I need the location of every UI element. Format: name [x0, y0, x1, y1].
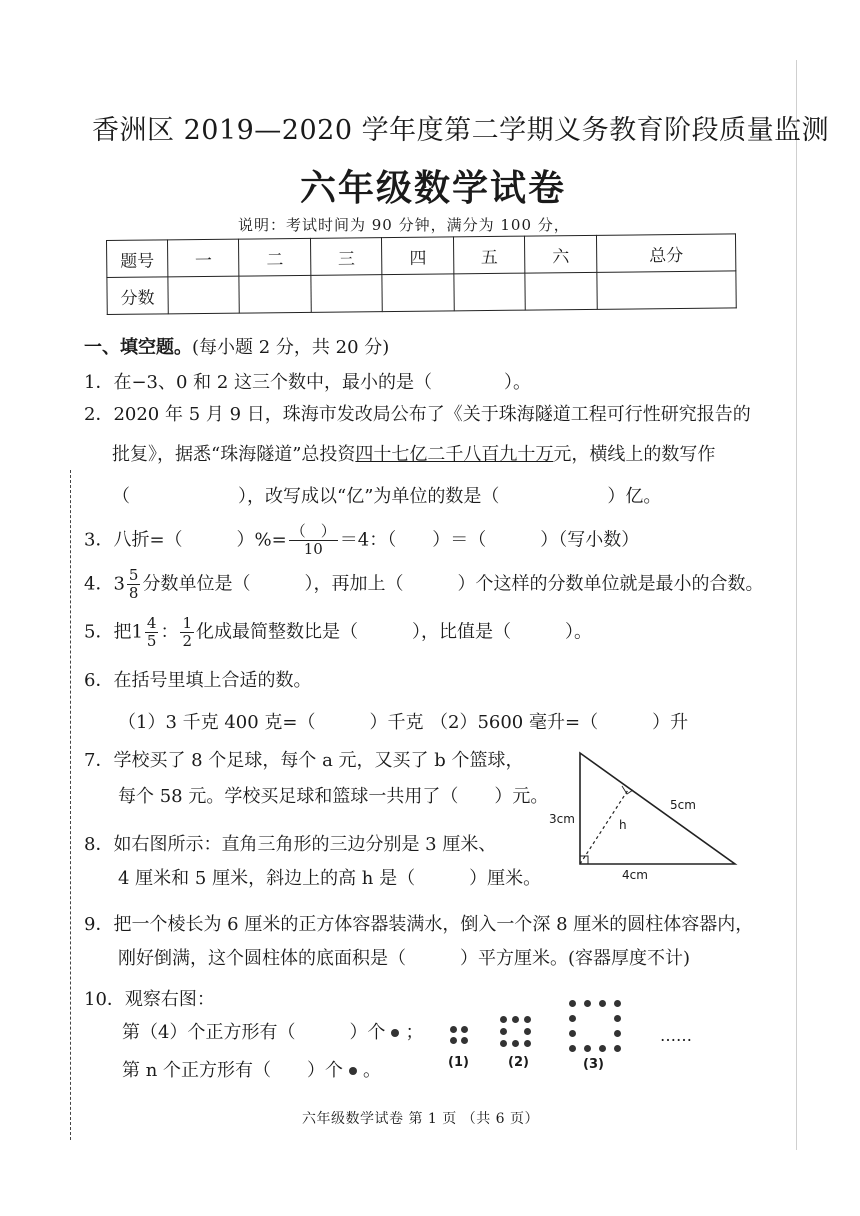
- fraction-numerator: 5: [128, 566, 139, 584]
- score-blank[interactable]: [525, 272, 597, 310]
- fraction-denominator: 2: [182, 632, 192, 650]
- section-title: 一、填空题。: [84, 337, 192, 358]
- question-9-line-b: 刚好倒满，这个圆柱体的底面积是（ ）平方厘米。(容器厚度不计): [118, 948, 691, 969]
- score-blank[interactable]: [597, 271, 736, 309]
- score-cell: 一: [168, 239, 240, 277]
- page-footer: 六年级数学试卷 第 1 页 （共 6 页）: [302, 1111, 540, 1127]
- binding-margin-line: [70, 470, 71, 1140]
- exam-instructions: 说明：考试时间为 90 分钟，满分为 100 分，: [238, 216, 570, 234]
- score-cell: 四: [382, 237, 454, 275]
- pattern-dot: [569, 1015, 576, 1022]
- section-heading: [84, 333, 389, 359]
- question-2-text: 批复》，据悉“珠海隧道”总投资: [112, 444, 356, 465]
- pattern-dot: [569, 1030, 576, 1037]
- score-blank[interactable]: [382, 274, 454, 312]
- exam-header-title: 香洲区 2019—2020 学年度第二学期义务教育阶段质量监测: [92, 115, 830, 146]
- pattern-dot: [450, 1026, 457, 1033]
- question-10-part-2: [122, 1056, 381, 1082]
- score-cell: 二: [239, 238, 311, 276]
- pattern-dot: [584, 1000, 591, 1007]
- question-1: 1．在−3、0 和 2 这三个数中，最小的是（ ）。: [84, 372, 532, 393]
- fraction-denominator: 5: [146, 632, 157, 650]
- pattern-dot: [614, 1015, 621, 1022]
- pattern-dot: [512, 1040, 519, 1047]
- pattern-dot: [614, 1000, 621, 1007]
- pattern-dot: [500, 1040, 507, 1047]
- page-edge-line: [796, 60, 797, 1150]
- question-4: [84, 568, 763, 601]
- pattern-label: (3): [583, 1057, 604, 1072]
- fraction-numerator: 1: [182, 614, 192, 632]
- triangle-height-label: h: [619, 818, 627, 832]
- score-blank[interactable]: [239, 275, 311, 313]
- question-8-line-b: 4 厘米和 5 厘米，斜边上的高 h 是（ ）厘米。: [118, 868, 542, 889]
- question-4-text: 4．3: [84, 573, 125, 595]
- dot-icon: [391, 1029, 399, 1037]
- question-10: 10．观察右图：: [84, 989, 215, 1010]
- pattern-label: (2): [508, 1055, 529, 1070]
- question-4-text: 分数单位是（ ），再加上（ ）个这样的分数单位就是最小的合数。: [142, 573, 764, 595]
- score-cell: 三: [310, 238, 382, 276]
- fraction-denominator: 10: [303, 540, 323, 558]
- pattern-dot: [500, 1016, 507, 1023]
- score-table-score-row: [107, 271, 736, 315]
- score-cell: 总分: [596, 234, 735, 272]
- question-2-line-b: [112, 440, 715, 466]
- triangle-side-b-label: 4cm: [622, 868, 648, 882]
- pattern-dot: [614, 1030, 621, 1037]
- pattern-ellipsis: ……: [660, 1026, 692, 1045]
- score-blank[interactable]: [454, 273, 526, 311]
- score-cell: 六: [525, 235, 597, 273]
- question-5-text: 5．把1: [84, 621, 143, 643]
- pattern-dot: [569, 1000, 576, 1007]
- pattern-dot: [599, 1000, 606, 1007]
- pattern-dot: [524, 1028, 531, 1035]
- pattern-label: (1): [448, 1055, 469, 1070]
- pattern-dot: [461, 1026, 468, 1033]
- triangle-side-a-label: 3cm: [549, 812, 575, 826]
- question-2-text: 元，横线上的数写作: [553, 444, 716, 465]
- pattern-dot: [614, 1045, 621, 1052]
- fraction-denominator: 8: [128, 584, 139, 602]
- fraction: [289, 524, 338, 557]
- dot-icon: [349, 1067, 357, 1075]
- question-6-part-2: （2）5600 毫升=（ ）升: [430, 712, 689, 733]
- pattern-dot: [524, 1016, 531, 1023]
- pattern-dot: [584, 1045, 591, 1052]
- question-5-text: 化成最简整数比是（ ），比值是（ ）。: [196, 621, 592, 643]
- pattern-dot: [512, 1016, 519, 1023]
- score-cell: 分数: [107, 277, 168, 315]
- fraction: [180, 616, 194, 649]
- fraction-numerator: （ ）: [290, 522, 336, 540]
- fraction: [145, 616, 159, 649]
- pattern-dot: [450, 1037, 457, 1044]
- score-blank[interactable]: [311, 275, 383, 313]
- score-cell: 五: [453, 236, 525, 274]
- question-7-line-a: 7．学校买了 8 个足球，每个 a 元，又买了 b 个篮球，: [84, 750, 524, 771]
- pattern-dot: [569, 1045, 576, 1052]
- question-3-text: 3．八折=（ ）%=: [84, 529, 287, 551]
- question-10-part-1: [122, 1018, 423, 1044]
- score-table: [106, 233, 737, 315]
- question-7-line-b: 每个 58 元。学校买足球和篮球一共用了（ ）元。: [118, 786, 549, 807]
- question-3: [84, 524, 639, 557]
- pattern-dot: [461, 1037, 468, 1044]
- fraction: [127, 568, 141, 601]
- pattern-dot: [524, 1040, 531, 1047]
- question-3-text: ＝4：（ ）＝（ ）（写小数）: [339, 529, 640, 551]
- question-10-text: 第 n 个正方形有（ ）个: [122, 1060, 344, 1081]
- triangle-hypotenuse-label: 5cm: [670, 798, 696, 812]
- question-10-punct: ；: [405, 1022, 424, 1043]
- ratio-colon: ：: [160, 621, 179, 643]
- underlined-amount: 四十七亿二千八百九十万: [355, 444, 554, 465]
- score-blank[interactable]: [168, 276, 240, 314]
- pattern-dot: [599, 1045, 606, 1052]
- question-8-line-a: 8．如右图所示：直角三角形的三边分别是 3 厘米、: [84, 834, 497, 855]
- fraction-numerator: 4: [146, 614, 157, 632]
- question-10-punct: 。: [363, 1060, 382, 1081]
- pattern-dot: [500, 1028, 507, 1035]
- question-2-line-a: 2．2020 年 5 月 9 日，珠海市发改局公布了《关于珠海隧道工程可行性研究报告的: [84, 404, 751, 425]
- question-6: 6．在括号里填上合适的数。: [84, 670, 312, 691]
- section-description: (每小题 2 分，共 20 分): [192, 337, 390, 358]
- question-10-text: 第（4）个正方形有（ ）个: [122, 1022, 386, 1043]
- score-cell: 题号: [107, 240, 168, 278]
- exam-main-title: 六年级数学试卷: [300, 167, 567, 209]
- question-2-line-c: （ ），改写成以“亿”为单位的数是（ ）亿。: [112, 486, 662, 507]
- triangle-outline: [580, 753, 735, 864]
- question-5: [84, 616, 592, 649]
- question-6-part-1: （1）3 千克 400 克=（ ）千克: [118, 712, 424, 733]
- question-9-line-a: 9．把一个棱长为 6 厘米的正方体容器装满水，倒入一个深 8 厘米的圆柱体容器内，: [84, 914, 754, 935]
